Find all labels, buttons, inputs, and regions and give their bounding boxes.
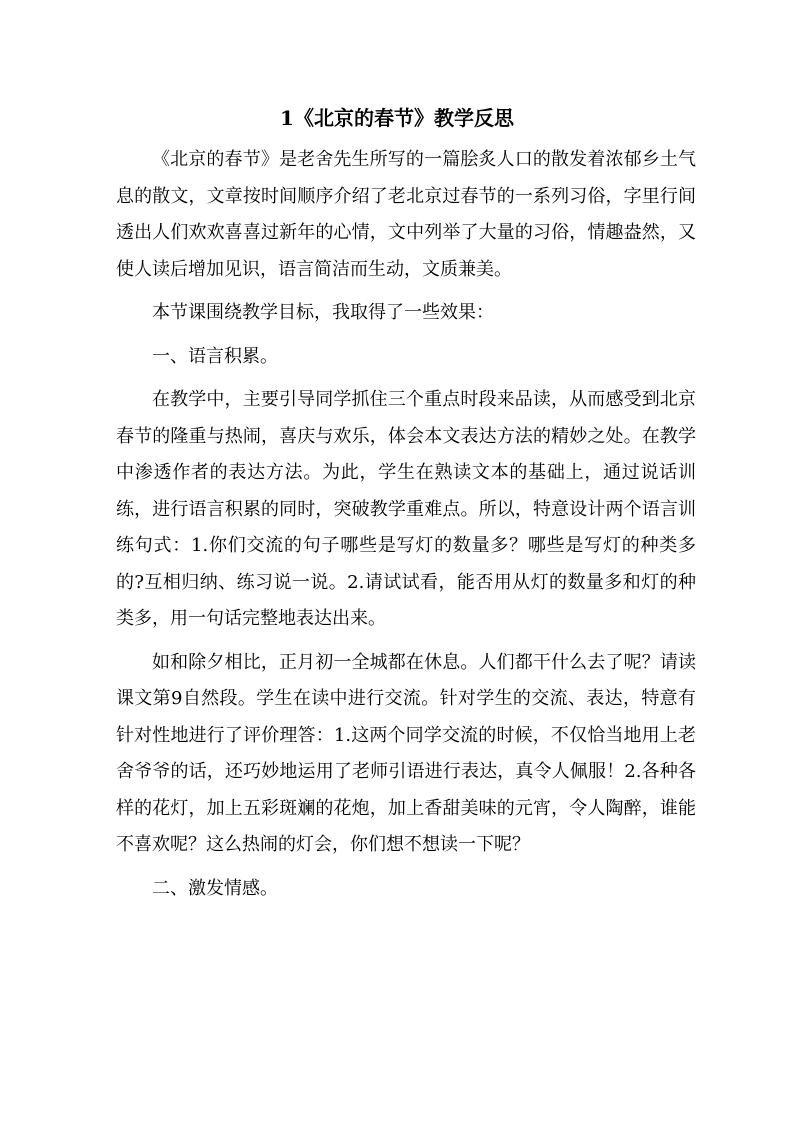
- section-heading-emotion: 二、激发情感。: [152, 877, 278, 899]
- document-title: 1《北京的春节》教学反思: [280, 106, 514, 130]
- paragraph-teaching: 在教学中，主要引导同学抓住三个重点时段来品读，从而感受到北京春节的隆重与热闹，喜庆与欢乐，体会本文表达方法的精妙之处。在教学中渗透作者的表达方法。为此，学生在熟读文本的基础上，通过说话训练，进行语言积累的同时，突破教学重难点。所以，特意设计两个语言训练句式：1.你们交流的句子哪些是写灯的数量多？哪些是写灯的种类多的?互相归纳、练习说一说。2.请试试看，能否用从灯的数量多和灯的种类多，用一句话完整地表达出来。: [116, 389, 696, 629]
- paragraph-example: 如和除夕相比，正月初一全城都在休息。人们都干什么去了呢？请读课文第9自然段。学生在读中进行交流。针对学生的交流、表达，特意有针对性地进行了评价理答：1.这两个同学交流的时候，不仅恰当地用上老舍爷爷的话，还巧妙地运用了老师引语进行表达，真令人佩服！2.各种各样的花灯，加上五彩斑斓的花炮，加上香甜美味的元宵，令人陶醉，谁能不喜欢呢？这么热闹的灯会，你们想不想读一下呢？: [116, 651, 696, 855]
- paragraph-effects: 本节课围绕教学目标，我取得了一些效果：: [152, 302, 494, 323]
- paragraph-intro: 《北京的春节》是老舍先生所写的一篇脍炙人口的散发着浓郁乡土气息的散文，文章按时间顺序介绍了老北京过春节的一系列习俗，字里行间透出人们欢欢喜喜过新年的心情，文中列举了大量的习俗，情趣盎然，又使人读后增加见识，语言简洁而生动，文质兼美。: [116, 149, 696, 280]
- section-heading-language: 一、语言积累。: [152, 345, 278, 367]
- document-body: [116, 142, 696, 907]
